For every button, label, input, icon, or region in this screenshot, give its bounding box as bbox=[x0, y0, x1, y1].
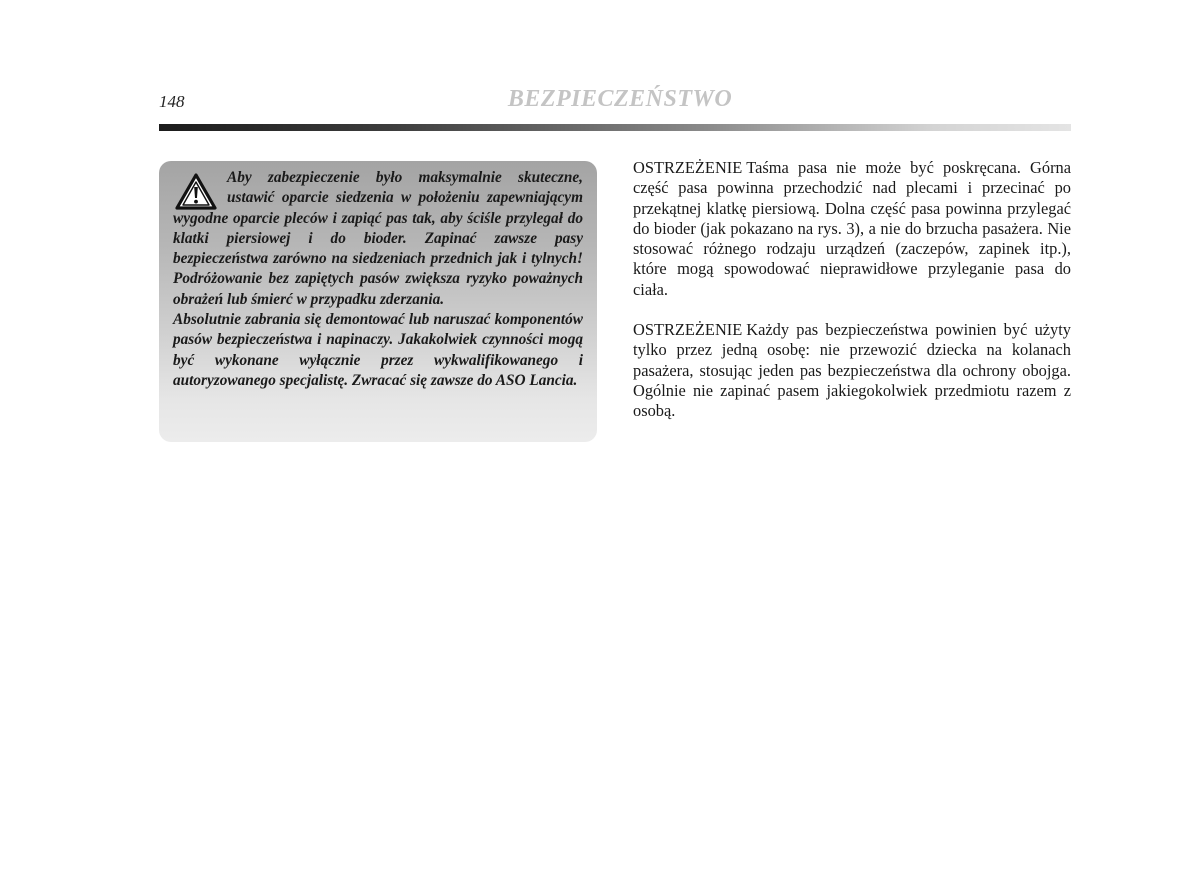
right-column bbox=[633, 158, 1071, 422]
section-title: BEZPIECZEŃSTWO bbox=[507, 86, 733, 112]
warning-paragraph-1: Aby zabezpieczenie było maksymalnie skuteczne, ustawić oparcie siedzenia w położeniu zapewniającym wygodne oparcie pleców i zapiąć pas tak, aby ściśle przylegał do klatki piersiowej i do bioder. Zapinać zawsze pasy bezpieczeństwa zarówno na siedzeniach przednich jak i tylnych! Podróżowanie bez zapiętych pasów zwiększa ryzyko poważnych obrażeń lub śmierć w przypadku zderzania. bbox=[173, 169, 583, 308]
warning-note-2 bbox=[633, 320, 1071, 421]
warning-note-text: Taśma pasa nie może być poskręcana. Górna część pasa powinna przechodzić nad plecami i przecinać po przekątnej klatkę piersiową. Dolna część pasa powinna przylegać do bioder (jak pokazano na rys. 3), a nie do brzucha pasażera. Nie stosować różnego rodzaju urządzeń (zaczepów, zapinek itp.), które mogą spowodować nieprawidłowe przyleganie pasa do ciała. bbox=[633, 158, 1071, 299]
warning-label: OSTRZEŻENIE bbox=[633, 320, 743, 340]
warning-note-text: Każdy pas bezpieczeństwa powinien być użyty tylko przez jedną osobę: nie przewozić dziecka na kolanach pasażera, stosując jeden pas bezpieczeństwa dla ochrony obojga. Ogólnie nie zapinać pasem jakiegokolwiek przedmiotu razem z osobą. bbox=[633, 320, 1071, 421]
warning-note-1 bbox=[633, 158, 1071, 300]
warning-text bbox=[173, 168, 583, 391]
warning-box bbox=[159, 161, 597, 442]
warning-label: OSTRZEŻENIE bbox=[633, 158, 743, 177]
header-rule bbox=[159, 124, 1071, 131]
page-number: 148 bbox=[159, 92, 185, 111]
icon-spacer bbox=[173, 168, 227, 208]
warning-paragraph-2: Absolutnie zabrania się demontować lub naruszać komponentów pasów bezpieczeństwa i napinaczy. Jakakolwiek czynności mogą być wykonane wyłącznie przez wykwalifikowanego i autoryzowanego specjalistę. Zwracać się zawsze do ASO Lancia. bbox=[173, 311, 583, 389]
